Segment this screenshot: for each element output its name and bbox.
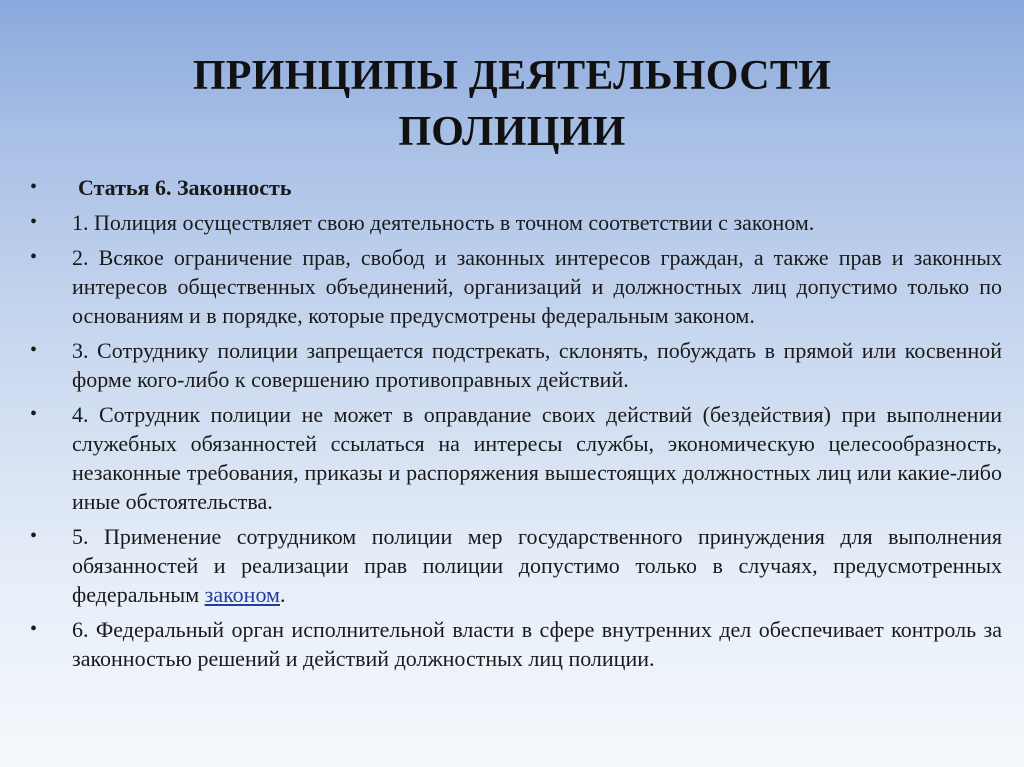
list-item: [30, 522, 1002, 609]
list-item-text: 3. Сотруднику полиции запрещается подстрекать, склонять, побуждать в прямой или косвенной форме кого-либо к совершению противоправных действий.: [72, 338, 1002, 392]
list-item-text: 2. Всякое ограничение прав, свобод и законных интересов граждан, а также прав и законных интересов общественных объединений, организаций и должностных лиц допустимо только по основаниям и в порядке, которые предусмотрены федеральным законом.: [72, 245, 1002, 328]
list-item-text: 4. Сотрудник полиции не может в оправдание своих действий (бездействия) при выполнении служебных обязанностей ссылаться на интересы службы, экономическую целесообразность, незаконные требования, приказы и распоряжения вышестоящих должностных лиц или какие-либо иные обстоятельства.: [72, 402, 1002, 514]
list-item-text: 1. Полиция осуществляет свою деятельность в точном соответствии с законом.: [72, 210, 815, 235]
bullet-icon: •: [30, 525, 38, 547]
title-line-2: ПОЛИЦИИ: [398, 109, 626, 155]
bullet-icon: •: [30, 618, 38, 640]
bullet-icon: •: [30, 339, 38, 361]
list-item: [30, 400, 1002, 516]
list-item-text: [72, 524, 1002, 607]
list-item: [30, 336, 1002, 394]
bullet-icon: •: [30, 246, 38, 268]
list-item-text: 6. Федеральный орган исполнительной власти в сфере внутренних дел обеспечивает контроль за законностью решений и действий должностных лиц полиции.: [72, 617, 1002, 671]
article-heading: Статья 6. Законность: [78, 175, 292, 200]
title-line-1: ПРИНЦИПЫ ДЕЯТЕЛЬНОСТИ: [192, 53, 832, 99]
bullet-icon: •: [30, 176, 38, 198]
list-item: [30, 243, 1002, 330]
list-item: [30, 615, 1002, 673]
bullet-icon: •: [30, 211, 38, 233]
bullet-list: [30, 173, 1002, 679]
list-item-text-after-link: .: [279, 582, 286, 607]
bullet-icon: •: [30, 403, 38, 425]
law-link[interactable]: законом: [204, 582, 280, 607]
list-item-heading: [30, 173, 1002, 202]
list-item-text-before-link: 5. Применение сотрудником полиции мер государственного принуждения для выполнения обязанностей и реализации прав полиции допустимо только в случаях, предусмотренных федеральным: [72, 524, 1002, 607]
list-item: [30, 208, 1002, 237]
slide-title: [0, 48, 1024, 160]
